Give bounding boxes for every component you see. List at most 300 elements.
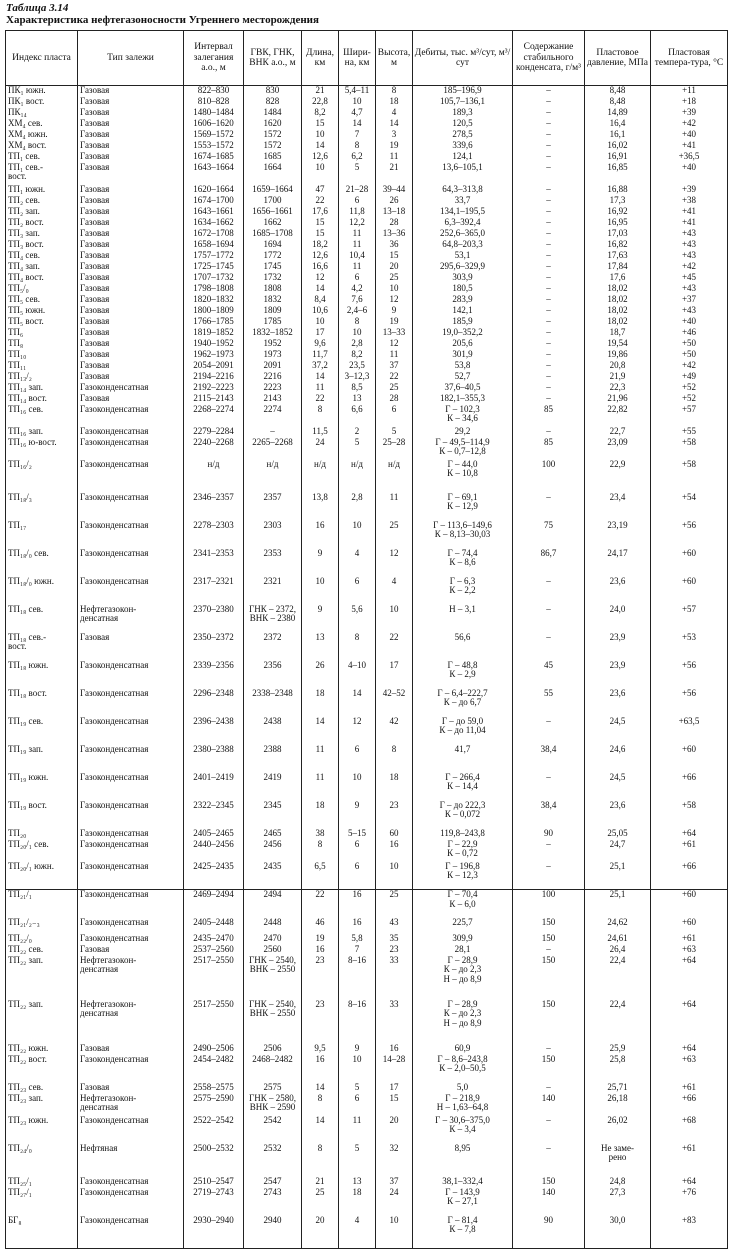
- cell-temperature: +41: [651, 141, 728, 152]
- cell-width: 4: [339, 1216, 376, 1249]
- cell-interval: 2469–2494: [184, 890, 244, 918]
- table-row: [6, 745, 728, 773]
- cell-length: 6,5: [302, 862, 339, 890]
- cell-temperature: +64: [651, 1000, 728, 1044]
- cell-pressure: 17,03: [585, 229, 651, 240]
- cell-type: Газоконденсатная: [78, 1216, 184, 1249]
- cell-flowrate: 283,9: [413, 295, 513, 306]
- cell-temperature: +54: [651, 493, 728, 521]
- cell-flowrate: Г – 6,4–222,7 К – до 6,7: [413, 689, 513, 717]
- table-row: [6, 549, 728, 577]
- cell-contact: 2388: [244, 745, 302, 773]
- cell-height: 37: [376, 1177, 413, 1188]
- table-row: [6, 97, 728, 108]
- cell-height: 37: [376, 361, 413, 372]
- cell-flowrate: 339,6: [413, 141, 513, 152]
- cell-flowrate: 60,9: [413, 1044, 513, 1055]
- cell-width: 4: [339, 549, 376, 577]
- cell-length: 38: [302, 829, 339, 840]
- cell-condensate: –: [513, 229, 585, 240]
- cell-type: Газовая: [78, 196, 184, 207]
- cell-interval: 1707–1732: [184, 273, 244, 284]
- cell-temperature: +40: [651, 317, 728, 328]
- cell-width: 6: [339, 577, 376, 605]
- cell-condensate: –: [513, 633, 585, 661]
- cell-contact: 1832–1852: [244, 328, 302, 339]
- cell-interval: 2719–2743: [184, 1188, 244, 1216]
- cell-type: Газоконденсатная: [78, 829, 184, 840]
- cell-height: 43: [376, 918, 413, 934]
- cell-length: 11: [302, 773, 339, 801]
- cell-index: ТП₁ сев.: [6, 152, 78, 163]
- cell-width: 10: [339, 773, 376, 801]
- cell-contact: 2435: [244, 862, 302, 890]
- cell-index: ХМ₄ сев.: [6, 119, 78, 130]
- cell-condensate: –: [513, 493, 585, 521]
- cell-flowrate: 33,7: [413, 196, 513, 207]
- cell-type: Газовая: [78, 119, 184, 130]
- cell-interval: 2558–2575: [184, 1083, 244, 1094]
- cell-pressure: 18,02: [585, 317, 651, 328]
- cell-flowrate: 64,8–203,3: [413, 240, 513, 251]
- cell-height: 25: [376, 383, 413, 394]
- cell-condensate: –: [513, 163, 585, 185]
- cell-interval: 2454–2482: [184, 1055, 244, 1083]
- cell-index: ТП₂₃ сев.: [6, 1083, 78, 1094]
- cell-index: ТП₁₈ сев.- вост.: [6, 633, 78, 661]
- cell-height: 23: [376, 945, 413, 956]
- cell-index: ТП₁₆ ю-вост.: [6, 438, 78, 460]
- cell-temperature: +41: [651, 218, 728, 229]
- cell-height: 25: [376, 890, 413, 918]
- cell-pressure: 24,61: [585, 934, 651, 945]
- cell-interval: 2346–2357: [184, 493, 244, 521]
- cell-length: 23: [302, 956, 339, 1000]
- cell-temperature: +61: [651, 1144, 728, 1177]
- cell-condensate: –: [513, 361, 585, 372]
- cell-temperature: +61: [651, 840, 728, 862]
- cell-interval: 2240–2268: [184, 438, 244, 460]
- cell-condensate: 38,4: [513, 801, 585, 829]
- column-header-width: Шири-на, км: [339, 31, 376, 86]
- cell-temperature: +45: [651, 273, 728, 284]
- cell-flowrate: Г – 49,5–114,9 К – 0,7–12,8: [413, 438, 513, 460]
- cell-pressure: 14,89: [585, 108, 651, 119]
- cell-contact: 1808: [244, 284, 302, 295]
- cell-contact: 2345: [244, 801, 302, 829]
- cell-height: 4: [376, 577, 413, 605]
- cell-type: Газовая: [78, 130, 184, 141]
- cell-index: ТП₁₈/₀ южн.: [6, 577, 78, 605]
- cell-interval: 2339–2356: [184, 661, 244, 689]
- cell-contact: 1809: [244, 306, 302, 317]
- table-row: [6, 956, 728, 1000]
- cell-length: 10: [302, 163, 339, 185]
- cell-contact: 1973: [244, 350, 302, 361]
- cell-pressure: 17,63: [585, 251, 651, 262]
- cell-temperature: +42: [651, 262, 728, 273]
- cell-interval: н/д: [184, 460, 244, 493]
- table-row: [6, 394, 728, 405]
- cell-condensate: –: [513, 284, 585, 295]
- cell-temperature: +60: [651, 577, 728, 605]
- cell-width: 11: [339, 229, 376, 240]
- cell-height: 28: [376, 218, 413, 229]
- table-row: [6, 251, 728, 262]
- cell-index: ТП₁₃/₂: [6, 372, 78, 383]
- cell-height: 42–52: [376, 689, 413, 717]
- cell-length: 22: [302, 196, 339, 207]
- cell-temperature: +63,5: [651, 717, 728, 745]
- table-row: [6, 306, 728, 317]
- table-row: [6, 773, 728, 801]
- cell-type: Газоконденсатная: [78, 1177, 184, 1188]
- cell-index: ПК₁ вост.: [6, 97, 78, 108]
- cell-index: ТП₁₇: [6, 521, 78, 549]
- cell-condensate: 100: [513, 890, 585, 918]
- cell-temperature: +55: [651, 427, 728, 438]
- cell-length: 17: [302, 328, 339, 339]
- cell-flowrate: 185,9: [413, 317, 513, 328]
- cell-length: 14: [302, 1083, 339, 1094]
- column-header-pressure: Пластовое давление, МПа: [585, 31, 651, 86]
- cell-index: ТП₁₈ вост.: [6, 689, 78, 717]
- cell-height: 11: [376, 350, 413, 361]
- cell-type: Газоконденсатная: [78, 890, 184, 918]
- cell-height: 18: [376, 773, 413, 801]
- cell-length: 9,6: [302, 339, 339, 350]
- table-row: [6, 605, 728, 633]
- cell-condensate: –: [513, 394, 585, 405]
- cell-contact: 2743: [244, 1188, 302, 1216]
- table-row: [6, 1216, 728, 1249]
- cell-index: ТП₂₇/₁: [6, 1188, 78, 1216]
- cell-contact: 2357: [244, 493, 302, 521]
- cell-width: 10: [339, 521, 376, 549]
- cell-width: 7,6: [339, 295, 376, 306]
- cell-condensate: –: [513, 945, 585, 956]
- cell-contact: 1664: [244, 163, 302, 185]
- cell-height: 16: [376, 1044, 413, 1055]
- cell-interval: 1480–1484: [184, 108, 244, 119]
- cell-interval: 2522–2542: [184, 1116, 244, 1144]
- cell-condensate: –: [513, 97, 585, 108]
- cell-index: ТП₁₄ зап.: [6, 383, 78, 394]
- cell-pressure: 26,4: [585, 945, 651, 956]
- cell-index: ТП₁₆ сев.: [6, 405, 78, 427]
- cell-type: Газоконденсатная: [78, 918, 184, 934]
- cell-condensate: –: [513, 185, 585, 196]
- cell-interval: 1757–1772: [184, 251, 244, 262]
- cell-contact: ГНК – 2540, ВНК – 2550: [244, 956, 302, 1000]
- cell-pressure: 23,19: [585, 521, 651, 549]
- cell-temperature: +56: [651, 689, 728, 717]
- cell-contact: 1952: [244, 339, 302, 350]
- table-row: [6, 130, 728, 141]
- cell-contact: 2338–2348: [244, 689, 302, 717]
- cell-pressure: 18,02: [585, 306, 651, 317]
- cell-flowrate: 37,6–40,5: [413, 383, 513, 394]
- cell-contact: 830: [244, 86, 302, 97]
- cell-temperature: +53: [651, 633, 728, 661]
- cell-interval: 2405–2465: [184, 829, 244, 840]
- cell-index: ТП₁₆/₂: [6, 460, 78, 493]
- cell-pressure: 23,9: [585, 633, 651, 661]
- table-row: [6, 801, 728, 829]
- column-header-interval: Интервал залегания а.о., м: [184, 31, 244, 86]
- cell-type: Газоконденсатная: [78, 1188, 184, 1216]
- cell-condensate: –: [513, 1116, 585, 1144]
- cell-width: 5: [339, 163, 376, 185]
- cell-height: 42: [376, 717, 413, 745]
- cell-width: 5: [339, 1144, 376, 1177]
- cell-index: ХМ₄ вост.: [6, 141, 78, 152]
- cell-condensate: –: [513, 1083, 585, 1094]
- cell-condensate: –: [513, 383, 585, 394]
- cell-width: 9: [339, 801, 376, 829]
- cell-length: 23: [302, 1000, 339, 1044]
- cell-contact: 1832: [244, 295, 302, 306]
- cell-temperature: +43: [651, 240, 728, 251]
- cell-flowrate: Г – 6,3 К – 2,2: [413, 577, 513, 605]
- cell-temperature: +52: [651, 383, 728, 394]
- cell-type: Газоконденсатная: [78, 745, 184, 773]
- cell-temperature: +76: [651, 1188, 728, 1216]
- table-row: [6, 152, 728, 163]
- table-row: [6, 840, 728, 862]
- cell-pressure: 26,02: [585, 1116, 651, 1144]
- cell-length: 8: [302, 405, 339, 427]
- cell-pressure: 25,05: [585, 829, 651, 840]
- cell-flowrate: 19,0–352,2: [413, 328, 513, 339]
- cell-flowrate: Г – 102,3 К – 34,6: [413, 405, 513, 427]
- cell-condensate: –: [513, 773, 585, 801]
- cell-flowrate: Г – 22,9 К – 0,72: [413, 840, 513, 862]
- cell-type: Газовая: [78, 152, 184, 163]
- cell-pressure: 24,5: [585, 773, 651, 801]
- cell-flowrate: 295,6–329,9: [413, 262, 513, 273]
- cell-condensate: 85: [513, 438, 585, 460]
- cell-length: 22,8: [302, 97, 339, 108]
- cell-type: Газоконденсатная: [78, 773, 184, 801]
- table-row: [6, 1000, 728, 1044]
- cell-height: 25–28: [376, 438, 413, 460]
- cell-contact: 2303: [244, 521, 302, 549]
- cell-length: 16: [302, 521, 339, 549]
- cell-pressure: 16,4: [585, 119, 651, 130]
- cell-pressure: 18,02: [585, 284, 651, 295]
- cell-index: ТП₂₃ южн.: [6, 1116, 78, 1144]
- cell-interval: 1766–1785: [184, 317, 244, 328]
- cell-length: 22: [302, 890, 339, 918]
- cell-pressure: 25,9: [585, 1044, 651, 1055]
- table-row: [6, 890, 728, 918]
- cell-contact: 2091: [244, 361, 302, 372]
- cell-index: ТП₂₂ южн.: [6, 1044, 78, 1055]
- cell-width: 6: [339, 273, 376, 284]
- cell-flowrate: 301,9: [413, 350, 513, 361]
- cell-temperature: +64: [651, 956, 728, 1000]
- cell-length: 16,6: [302, 262, 339, 273]
- cell-pressure: 16,92: [585, 207, 651, 218]
- cell-temperature: +56: [651, 661, 728, 689]
- table-row: [6, 1144, 728, 1177]
- cell-temperature: +56: [651, 521, 728, 549]
- cell-type: Газовая: [78, 273, 184, 284]
- table-row: [6, 862, 728, 890]
- cell-index: ТП₁₄ вост.: [6, 394, 78, 405]
- cell-temperature: +36,5: [651, 152, 728, 163]
- cell-contact: 2494: [244, 890, 302, 918]
- cell-contact: н/д: [244, 460, 302, 493]
- cell-length: 22: [302, 394, 339, 405]
- cell-index: ТП₁₆ зап.: [6, 427, 78, 438]
- cell-length: 16: [302, 945, 339, 956]
- cell-condensate: 75: [513, 521, 585, 549]
- cell-width: 13: [339, 394, 376, 405]
- cell-flowrate: Г – 266,4 К – 14,4: [413, 773, 513, 801]
- cell-type: Газоконденсатная: [78, 1055, 184, 1083]
- cell-interval: 2350–2372: [184, 633, 244, 661]
- cell-flowrate: 252,6–365,0: [413, 229, 513, 240]
- cell-width: 2,8: [339, 339, 376, 350]
- cell-width: 5,8: [339, 934, 376, 945]
- cell-index: ТП₂ сев.: [6, 196, 78, 207]
- cell-pressure: 8,48: [585, 86, 651, 97]
- table-row: [6, 1116, 728, 1144]
- cell-height: 11: [376, 493, 413, 521]
- cell-index: ТП₁ сев.- вост.: [6, 163, 78, 185]
- cell-height: 11: [376, 152, 413, 163]
- cell-width: 14: [339, 119, 376, 130]
- cell-temperature: +66: [651, 1094, 728, 1116]
- cell-width: 23,5: [339, 361, 376, 372]
- column-header-flowrate: Дебиты, тыс. м³/сут, м³/сут: [413, 31, 513, 86]
- table-row: [6, 108, 728, 119]
- cell-type: Газоконденсатная: [78, 661, 184, 689]
- cell-condensate: –: [513, 262, 585, 273]
- cell-contact: ГНК – 2580, ВНК – 2590: [244, 1094, 302, 1116]
- cell-width: 14: [339, 689, 376, 717]
- cell-contact: 1662: [244, 218, 302, 229]
- table-row: [6, 633, 728, 661]
- cell-interval: 2194–2216: [184, 372, 244, 383]
- cell-type: Газовая: [78, 295, 184, 306]
- cell-type: Газовая: [78, 361, 184, 372]
- cell-height: 25: [376, 521, 413, 549]
- cell-interval: 2341–2353: [184, 549, 244, 577]
- cell-width: 8: [339, 141, 376, 152]
- cell-flowrate: 142,1: [413, 306, 513, 317]
- cell-length: 21: [302, 86, 339, 97]
- cell-index: ХМ₄ южн.: [6, 130, 78, 141]
- cell-index: ТП₂ зап.: [6, 207, 78, 218]
- cell-width: 21–28: [339, 185, 376, 196]
- cell-temperature: +39: [651, 108, 728, 119]
- cell-condensate: –: [513, 605, 585, 633]
- cell-length: 15: [302, 119, 339, 130]
- cell-length: 20: [302, 1216, 339, 1249]
- table-row: [6, 829, 728, 840]
- cell-height: 3: [376, 130, 413, 141]
- table-row: [6, 86, 728, 97]
- cell-interval: 1962–1973: [184, 350, 244, 361]
- cell-contact: –: [244, 427, 302, 438]
- cell-length: 9: [302, 605, 339, 633]
- cell-flowrate: 29,2: [413, 427, 513, 438]
- cell-condensate: –: [513, 196, 585, 207]
- cell-index: ТП₁₉ зап.: [6, 745, 78, 773]
- cell-length: 16: [302, 1055, 339, 1083]
- cell-temperature: +37: [651, 295, 728, 306]
- cell-flowrate: Г – 143,9 К – 27,1: [413, 1188, 513, 1216]
- cell-width: 9: [339, 1044, 376, 1055]
- cell-temperature: +50: [651, 350, 728, 361]
- cell-height: 8: [376, 745, 413, 773]
- cell-type: Газовая: [78, 141, 184, 152]
- column-header-contact: ГВК, ГНК, ВНК а.о., м: [244, 31, 302, 86]
- cell-length: 12,6: [302, 152, 339, 163]
- cell-condensate: 86,7: [513, 549, 585, 577]
- cell-temperature: +57: [651, 605, 728, 633]
- cell-contact: 1694: [244, 240, 302, 251]
- table-row: [6, 284, 728, 295]
- cell-height: 10: [376, 284, 413, 295]
- cell-flowrate: 5,0: [413, 1083, 513, 1094]
- cell-pressure: 30,0: [585, 1216, 651, 1249]
- cell-index: ТП₂₂ сев.: [6, 945, 78, 956]
- cell-contact: 2506: [244, 1044, 302, 1055]
- table-row: [6, 361, 728, 372]
- cell-temperature: +40: [651, 130, 728, 141]
- cell-flowrate: 225,7: [413, 918, 513, 934]
- cell-condensate: 150: [513, 1000, 585, 1044]
- cell-index: ТП₂₄/₀: [6, 1144, 78, 1177]
- cell-type: Газовая: [78, 350, 184, 361]
- cell-height: 22: [376, 633, 413, 661]
- cell-length: 8: [302, 1094, 339, 1116]
- cell-flowrate: 120,5: [413, 119, 513, 130]
- cell-flowrate: 119,8–243,8: [413, 829, 513, 840]
- cell-index: ТП₃ зап.: [6, 229, 78, 240]
- cell-type: Газовая: [78, 86, 184, 97]
- cell-contact: 2470: [244, 934, 302, 945]
- column-header-temperature: Пластовая темпера-тура, °С: [651, 31, 728, 86]
- table-row: [6, 1055, 728, 1083]
- cell-length: 8: [302, 1144, 339, 1177]
- cell-interval: 2268–2274: [184, 405, 244, 427]
- table-row: [6, 934, 728, 945]
- cell-index: ТП₂₅/₁: [6, 1177, 78, 1188]
- cell-length: н/д: [302, 460, 339, 493]
- cell-flowrate: Г – 69,1 К – 12,9: [413, 493, 513, 521]
- cell-pressure: 25,71: [585, 1083, 651, 1094]
- cell-temperature: +38: [651, 196, 728, 207]
- cell-contact: 1659–1664: [244, 185, 302, 196]
- cell-flowrate: 53,1: [413, 251, 513, 262]
- cell-temperature: +42: [651, 119, 728, 130]
- cell-length: 25: [302, 1188, 339, 1216]
- table-row: [6, 185, 728, 196]
- cell-index: ТП₁₉ сев.: [6, 717, 78, 745]
- cell-temperature: +60: [651, 890, 728, 918]
- cell-flowrate: Г – 8,6–243,8 К – 2,0–50,5: [413, 1055, 513, 1083]
- cell-interval: 810–828: [184, 97, 244, 108]
- cell-length: 47: [302, 185, 339, 196]
- cell-contact: 2372: [244, 633, 302, 661]
- cell-temperature: +42: [651, 361, 728, 372]
- cell-length: 10,6: [302, 306, 339, 317]
